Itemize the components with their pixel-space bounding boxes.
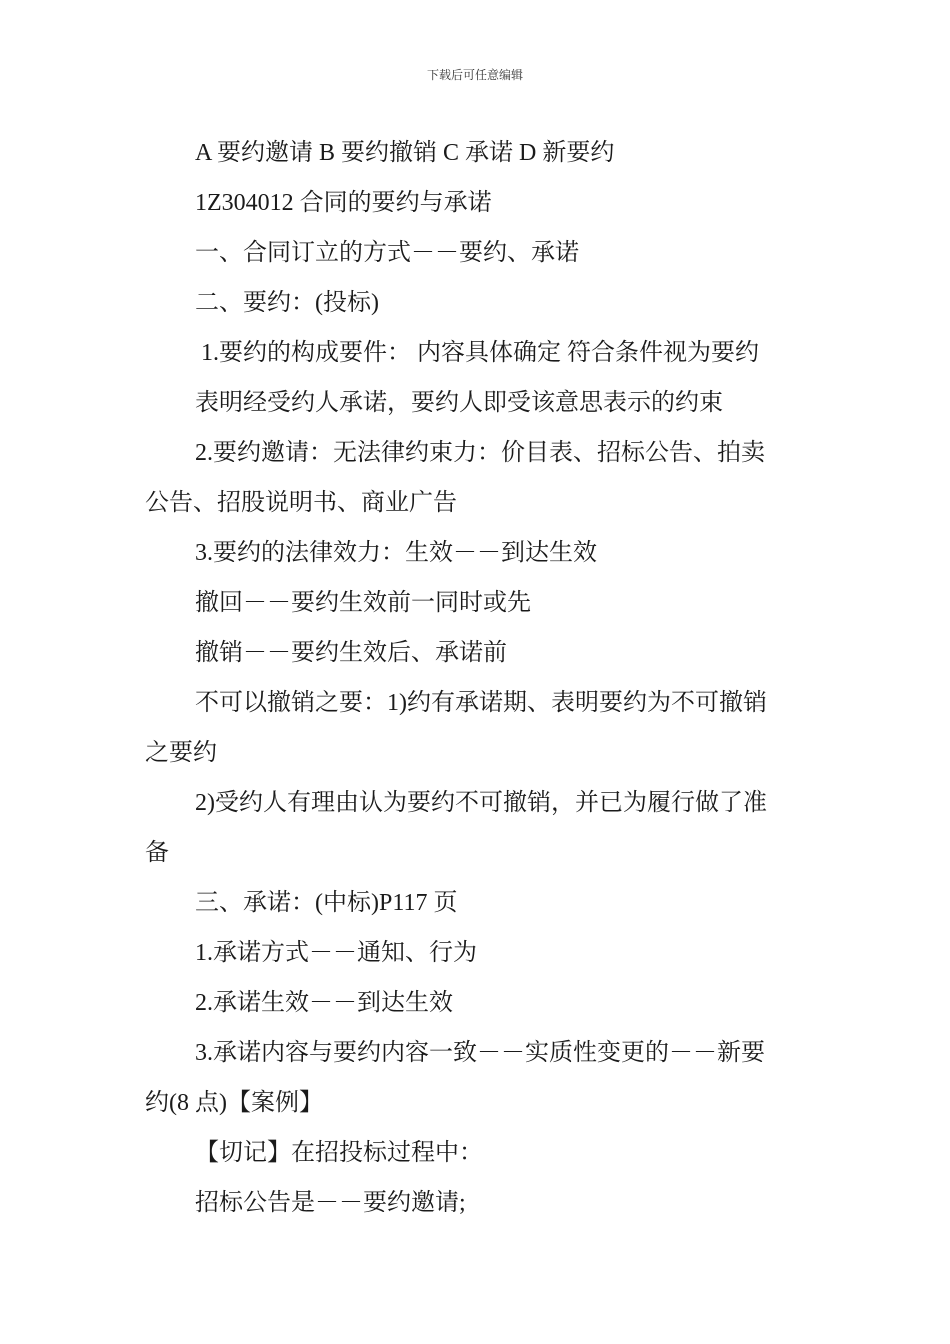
paragraph-line: 3.要约的法律效力：生效－－到达生效 [195,540,597,566]
paragraph-line-continued: 备 [145,840,169,866]
paragraph-line: 2)受约人有理由认为要约不可撤销，并已为履行做了准 [195,790,767,816]
paragraph-line: 1.要约的构成要件： 内容具体确定 符合条件视为要约 [201,340,759,366]
paragraph-line-continued: 约(8 点)【案例】 [145,1090,323,1116]
page-header-note: 下载后可任意编辑 [426,68,523,82]
paragraph-line: 表明经受约人承诺，要约人即受该意思表示的约束 [195,390,723,416]
paragraph-line: 不可以撤销之要：1)约有承诺期、表明要约为不可撤销 [195,690,767,716]
paragraph-line: 【切记】在招投标过程中： [195,1140,483,1166]
paragraph-line: 2.要约邀请：无法律约束力：价目表、招标公告、拍卖 [195,440,765,466]
paragraph-line: 撤回－－要约生效前一同时或先 [195,590,531,616]
paragraph-line-continued: 之要约 [145,740,217,766]
paragraph-line: 1.承诺方式－－通知、行为 [195,940,477,966]
paragraph-line: 三、承诺：(中标)P117 页 [195,890,458,916]
paragraph-line: 一、合同订立的方式－－要约、承诺 [195,240,579,266]
section-heading: 1Z304012 合同的要约与承诺 [195,190,492,216]
paragraph-line: 3.承诺内容与要约内容一致－－实质性变更的－－新要 [195,1040,765,1066]
paragraph-line: 撤销－－要约生效后、承诺前 [195,640,507,666]
paragraph-line: 招标公告是－－要约邀请; [195,1190,466,1216]
paragraph-line: 2.承诺生效－－到达生效 [195,990,453,1016]
paragraph-line-continued: 公告、招股说明书、商业广告 [145,490,457,516]
document-body [145,128,807,1228]
paragraph-options: A 要约邀请 B 要约撤销 C 承诺 D 新要约 [195,140,615,166]
paragraph-line: 二、要约：(投标) [195,290,379,316]
